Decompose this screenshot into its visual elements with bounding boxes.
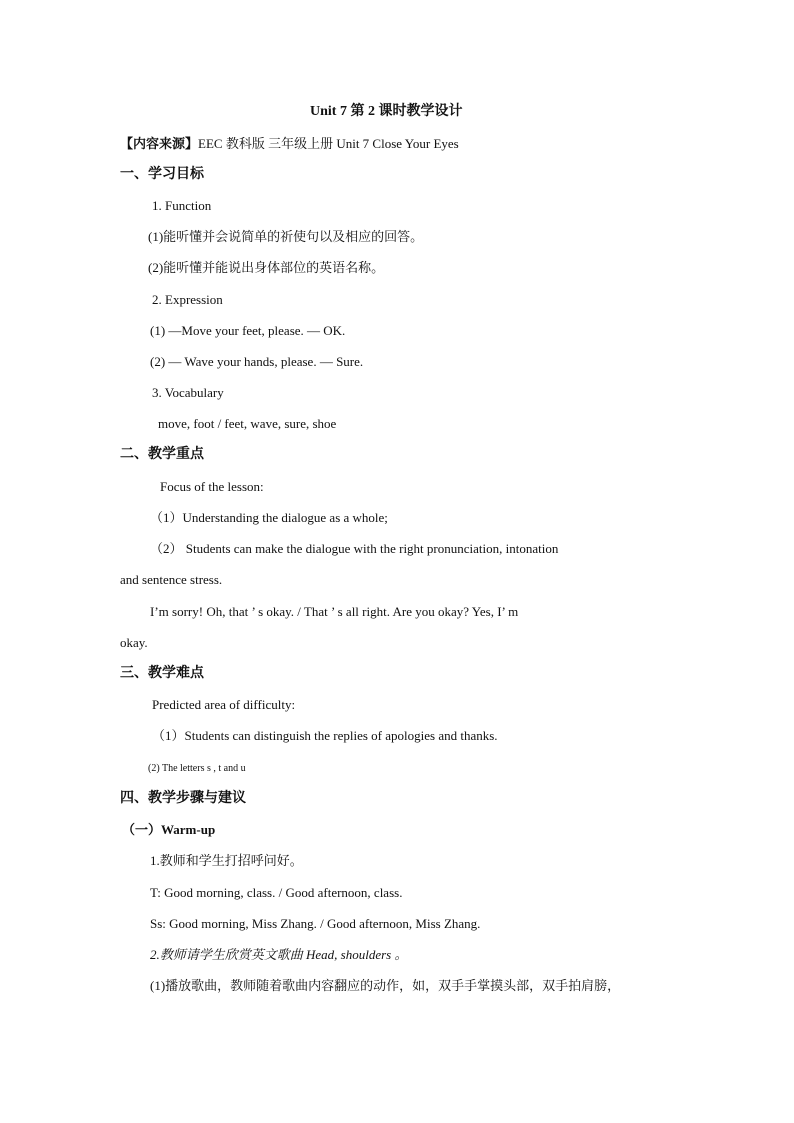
objective-line: (1)能听懂并会说简单的祈使句以及相应的回答。 — [148, 229, 424, 244]
step-line: T: Good morning, class. / Good afternoon, class. — [150, 885, 403, 900]
section-heading-objectives: 一、学习目标 — [120, 167, 204, 182]
subsection-heading-warm-up: （一）Warm-up — [122, 822, 216, 837]
objective-line: 1. Function — [152, 198, 212, 213]
content-source-text: EEC 教科版 三年级上册 Unit 7 Close Your Eyes — [198, 136, 459, 151]
key-point-line: （2） Students can make the dialogue with the right pronunciation, intonation — [150, 541, 559, 556]
key-point-line: and sentence stress. — [120, 572, 223, 587]
step-line: 1.教师和学生打招呼问好。 — [150, 853, 303, 868]
content-source-label: 【内容来源】 — [120, 136, 199, 151]
step-line: (1)播放歌曲，教师随着歌曲内容翻应的动作，如，双手手掌摸头部，双手拍肩膀， — [150, 978, 621, 993]
difficulty-line: Predicted area of difficulty: — [152, 697, 296, 712]
key-point-line: okay. — [120, 635, 148, 650]
key-point-line: Focus of the lesson: — [160, 479, 264, 494]
difficulty-line: （1）Students can distinguish the replies of apologies and thanks. — [152, 728, 498, 743]
step-line: 2.教师请学生欣赏英文歌曲 Head, shoulders 。 — [150, 947, 408, 962]
objective-line: 3. Vocabulary — [152, 385, 224, 400]
section-heading-difficulties: 三、教学难点 — [120, 666, 204, 681]
difficulty-line: (2) The letters s , t and u — [148, 763, 246, 774]
key-point-line: I’m sorry! Oh, that ’ s okay. / That ’ s all right. Are you okay? Yes, I’ m — [150, 604, 519, 619]
objective-line: 2. Expression — [152, 292, 223, 307]
section-heading-steps: 四、教学步骤与建议 — [120, 791, 246, 806]
objective-line: (2)能听懂并能说出身体部位的英语名称。 — [148, 260, 385, 275]
key-point-line: （1）Understanding the dialogue as a whole; — [150, 510, 388, 525]
content-source — [120, 135, 459, 153]
document-title: Unit 7 第 2 课时教学设计 — [310, 104, 463, 119]
objective-line: (1) —Move your feet, please. — OK. — [150, 323, 346, 338]
step-line: Ss: Good morning, Miss Zhang. / Good afternoon, Miss Zhang. — [150, 916, 481, 931]
objective-line: move, foot / feet, wave, sure, shoe — [158, 416, 337, 431]
section-heading-key-points: 二、教学重点 — [120, 447, 204, 462]
objective-line: (2) — Wave your hands, please. — Sure. — [150, 354, 364, 369]
